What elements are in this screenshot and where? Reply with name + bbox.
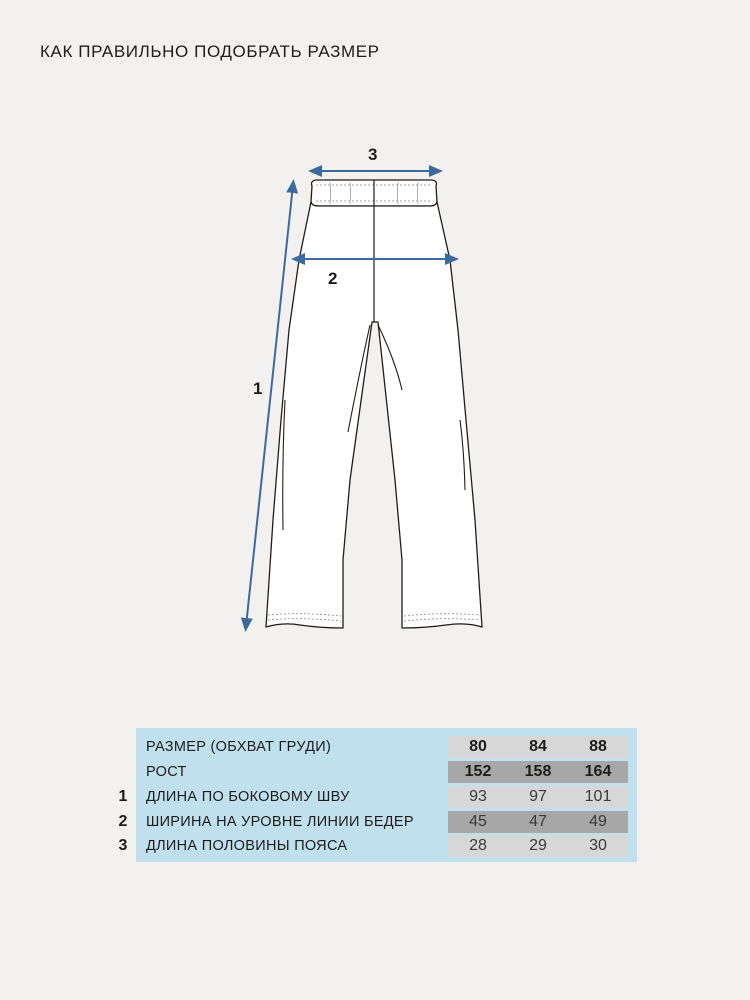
table-row: [136, 761, 637, 783]
table-cell: 84: [529, 738, 547, 755]
table-cell: 49: [589, 813, 607, 830]
table-row: [136, 811, 637, 833]
row-number: 1: [118, 788, 128, 805]
table-row: [136, 835, 637, 857]
hip-width-label: 2: [328, 269, 338, 288]
waist-label: 3: [368, 145, 378, 164]
row-values: [448, 811, 628, 833]
size-table: [136, 728, 637, 862]
page-title: КАК ПРАВИЛЬНО ПОДОБРАТЬ РАЗМЕР: [40, 42, 380, 61]
table-row: [136, 786, 637, 808]
length-label: 1: [253, 379, 263, 398]
table-cell: 28: [469, 837, 487, 854]
row-label: ДЛИНА ПОЛОВИНЫ ПОЯСА: [146, 838, 348, 854]
row-values: [448, 835, 628, 857]
table-cell: 47: [529, 813, 547, 830]
table-cell: 29: [529, 837, 547, 854]
table-cell: 97: [529, 788, 547, 805]
table-cell: 88: [589, 738, 607, 755]
row-number: 2: [118, 813, 128, 830]
table-row: [136, 736, 637, 758]
table-cell: 93: [469, 788, 487, 805]
row-label: РАЗМЕР (ОБХВАТ ГРУДИ): [146, 739, 332, 755]
row-values: [448, 786, 628, 808]
row-values: [448, 761, 628, 783]
table-cell: 152: [464, 763, 492, 780]
row-label: ШИРИНА НА УРОВНЕ ЛИНИИ БЕДЕР: [146, 814, 414, 830]
table-cell: 158: [524, 763, 552, 780]
table-cell: 80: [469, 738, 487, 755]
row-label: РОСТ: [146, 764, 187, 780]
table-cell: 30: [589, 837, 607, 854]
row-number: 3: [118, 837, 128, 854]
table-cell: 45: [469, 813, 487, 830]
row-values: [448, 736, 628, 758]
table-cell: 101: [584, 788, 612, 805]
table-cell: 164: [584, 763, 612, 780]
row-label: ДЛИНА ПО БОКОВОМУ ШВУ: [146, 789, 350, 805]
